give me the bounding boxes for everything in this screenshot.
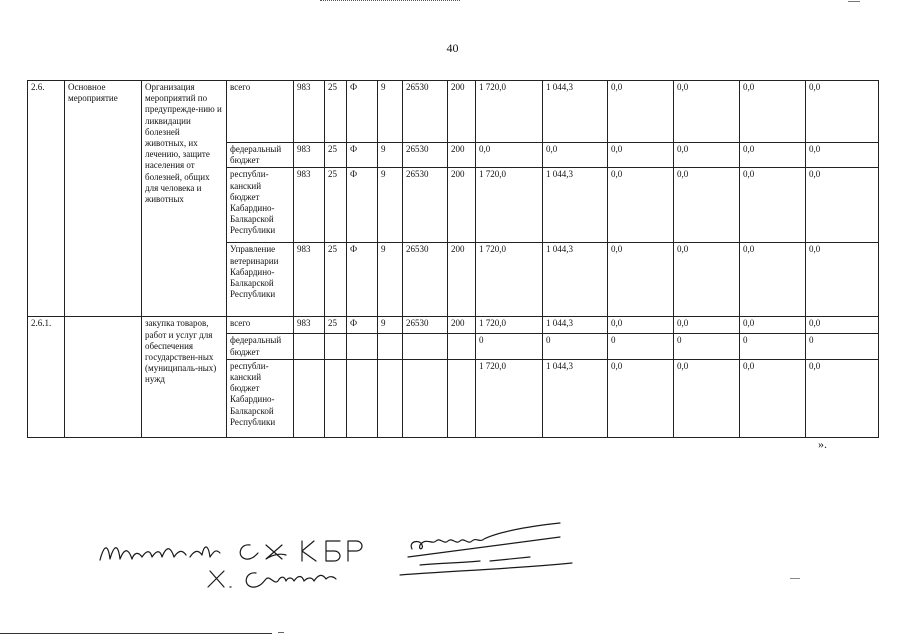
- rz-code: 25: [325, 143, 347, 168]
- funding-source: Управление ветеринарии Кабардино-Балкарской Республики: [227, 243, 294, 317]
- pr-code: Ф: [347, 317, 378, 334]
- pr-code: Ф: [347, 168, 378, 243]
- csr-code-1: 9: [378, 168, 403, 243]
- rz-code: 25: [325, 168, 347, 243]
- scan-artifact-dash: [790, 578, 800, 579]
- value-cell: 0: [806, 334, 879, 359]
- value-cell: 1 044,3: [543, 243, 608, 317]
- page-number: 40: [446, 41, 459, 55]
- value-cell: 0,0: [608, 317, 674, 334]
- pr-code: Ф: [347, 143, 378, 168]
- csr-code-1: 9: [378, 243, 403, 317]
- scan-artifact-top: [320, 0, 460, 4]
- grbs-code: 983: [294, 81, 325, 143]
- value-cell: 1 044,3: [543, 317, 608, 334]
- funding-source: республи-канский бюджет Кабардино-Балкарской Республики: [227, 168, 294, 243]
- value-cell: 0: [543, 334, 608, 359]
- csr-code-1: 9: [378, 81, 403, 143]
- value-cell: 0,0: [806, 168, 879, 243]
- csr-code-2: 26530: [403, 243, 448, 317]
- handwritten-signature: [90, 515, 580, 595]
- funding-source: федеральный бюджет: [227, 143, 294, 168]
- value-cell: 0,0: [740, 168, 806, 243]
- footer-rule-tick: [278, 632, 284, 633]
- vr-code: [448, 334, 476, 359]
- value-cell: 0,0: [674, 359, 740, 437]
- rz-code: 25: [325, 243, 347, 317]
- pr-code: Ф: [347, 243, 378, 317]
- grbs-code: [294, 359, 325, 437]
- rz-code: [325, 359, 347, 437]
- value-cell: 1 720,0: [476, 168, 543, 243]
- vr-code: 200: [448, 81, 476, 143]
- vr-code: [448, 359, 476, 437]
- scan-artifact-top-right: [848, 1, 860, 2]
- row-type: [65, 317, 142, 437]
- value-cell: 0,0: [608, 81, 674, 143]
- rz-code: [325, 334, 347, 359]
- value-cell: 0: [608, 334, 674, 359]
- row-name: закупка товаров, работ и услуг для обеспечения государствен-ных (муниципаль-ных) нужд: [142, 317, 227, 437]
- value-cell: 0,0: [476, 143, 543, 168]
- value-cell: 0,0: [543, 143, 608, 168]
- vr-code: 200: [448, 143, 476, 168]
- pr-code: [347, 359, 378, 437]
- value-cell: 1 720,0: [476, 359, 543, 437]
- value-cell: 1 720,0: [476, 243, 543, 317]
- funding-source: федеральный бюджет: [227, 334, 294, 359]
- csr-code-2: 26530: [403, 143, 448, 168]
- funding-source: всего: [227, 317, 294, 334]
- value-cell: 0,0: [740, 359, 806, 437]
- table-row: [28, 81, 879, 143]
- budget-table: [27, 80, 879, 438]
- value-cell: 0,0: [740, 143, 806, 168]
- value-cell: 0,0: [806, 317, 879, 334]
- grbs-code: 983: [294, 317, 325, 334]
- grbs-code: 983: [294, 243, 325, 317]
- closing-quote-mark: ».: [818, 437, 827, 451]
- row-number: 2.6.1.: [28, 317, 65, 437]
- grbs-code: 983: [294, 168, 325, 243]
- rz-code: 25: [325, 317, 347, 334]
- funding-source: республи-канский бюджет Кабардино-Балкарской Республики: [227, 359, 294, 437]
- value-cell: 0,0: [608, 143, 674, 168]
- value-cell: 0,0: [674, 317, 740, 334]
- value-cell: 1 720,0: [476, 81, 543, 143]
- vr-code: 200: [448, 168, 476, 243]
- vr-code: 200: [448, 317, 476, 334]
- value-cell: 1 044,3: [543, 168, 608, 243]
- value-cell: 0,0: [740, 317, 806, 334]
- value-cell: 0,0: [806, 359, 879, 437]
- csr-code-1: 9: [378, 317, 403, 334]
- pr-code: [347, 334, 378, 359]
- value-cell: 0,0: [608, 168, 674, 243]
- value-cell: 1 044,3: [543, 81, 608, 143]
- value-cell: 0,0: [740, 81, 806, 143]
- value-cell: 0,0: [806, 243, 879, 317]
- grbs-code: [294, 334, 325, 359]
- csr-code-1: [378, 334, 403, 359]
- value-cell: 0,0: [806, 143, 879, 168]
- value-cell: 0,0: [806, 81, 879, 143]
- csr-code-2: 26530: [403, 168, 448, 243]
- csr-code-1: [378, 359, 403, 437]
- value-cell: 0,0: [674, 243, 740, 317]
- value-cell: 0,0: [674, 81, 740, 143]
- row-name: Организация мероприятий по предупрежде-нию и ликвидации болезней животных, их лечению, защите населения от болезней, общих для человека и животных: [142, 81, 227, 317]
- row-number: 2.6.: [28, 81, 65, 317]
- table-row: [28, 317, 879, 334]
- rz-code: 25: [325, 81, 347, 143]
- csr-code-1: 9: [378, 143, 403, 168]
- value-cell: 0,0: [740, 243, 806, 317]
- value-cell: 0: [740, 334, 806, 359]
- value-cell: 0: [476, 334, 543, 359]
- grbs-code: 983: [294, 143, 325, 168]
- vr-code: 200: [448, 243, 476, 317]
- csr-code-2: 26530: [403, 317, 448, 334]
- footer-rule: [0, 633, 272, 634]
- value-cell: 0,0: [674, 143, 740, 168]
- csr-code-2: [403, 334, 448, 359]
- value-cell: 0,0: [608, 243, 674, 317]
- funding-source: всего: [227, 81, 294, 143]
- value-cell: 0,0: [674, 168, 740, 243]
- row-type: Основное мероприятие: [65, 81, 142, 317]
- pr-code: Ф: [347, 81, 378, 143]
- value-cell: 0: [674, 334, 740, 359]
- value-cell: 0,0: [608, 359, 674, 437]
- value-cell: 1 044,3: [543, 359, 608, 437]
- csr-code-2: [403, 359, 448, 437]
- value-cell: 1 720,0: [476, 317, 543, 334]
- csr-code-2: 26530: [403, 81, 448, 143]
